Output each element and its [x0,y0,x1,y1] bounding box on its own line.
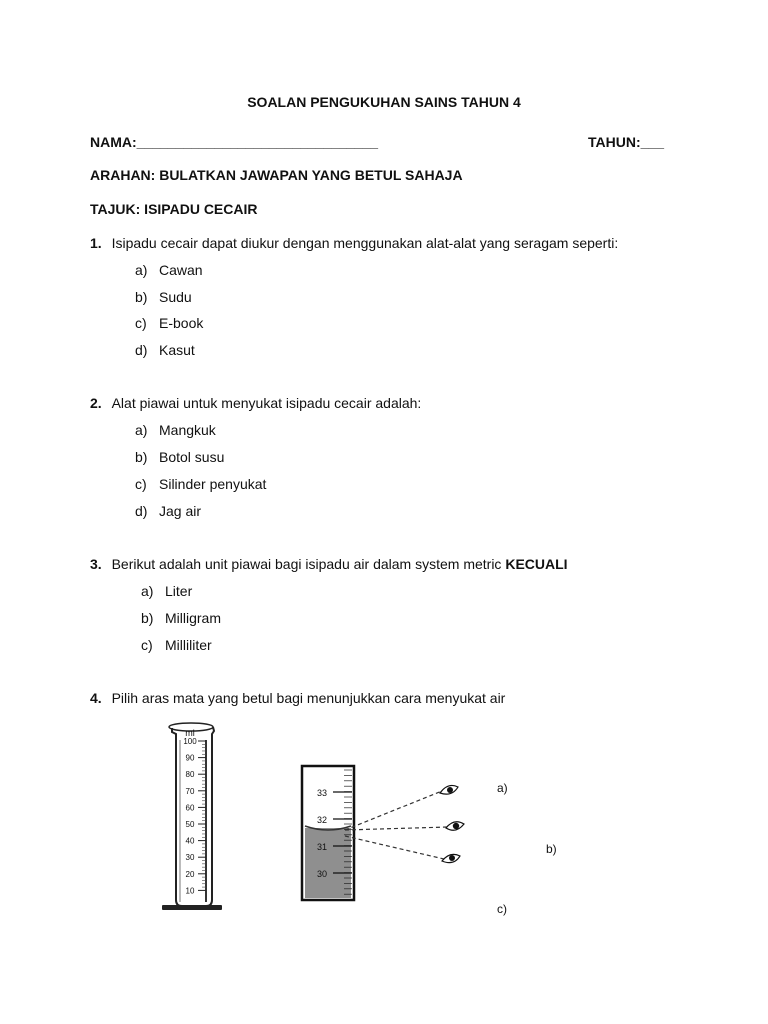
eye-icon [442,854,460,862]
measuring-cylinder [162,723,222,910]
q1-option-d[interactable]: d) Kasut [135,342,195,358]
cylinder-tick-label: 30 [185,853,195,863]
q1-option-c[interactable]: c) E-book [135,315,204,331]
q2-option-b[interactable]: b) Botol susu [135,449,225,465]
question-number: 1. [90,235,102,251]
question-text: Berikut adalah unit piawai bagi isipadu air dalam system metric [111,556,506,572]
tube-tick-label: 30 [316,869,328,879]
q2-option-c[interactable]: c) Silinder penyukat [135,476,267,492]
q2-option-a[interactable]: a) Mangkuk [135,422,216,438]
q1-option-a[interactable]: a) Cawan [135,262,203,278]
answer-label-a[interactable]: a) [497,781,508,795]
cylinder-tick-label: 90 [185,753,195,763]
cylinder-tick-label: 20 [185,869,195,879]
cylinder-tick-label: 10 [185,886,195,896]
q3-option-a[interactable]: a) Liter [141,583,193,599]
q2-option-d[interactable]: d) Jag air [135,503,202,519]
eye-level-lines [345,791,448,859]
question-text: Isipadu cecair dapat diukur dengan menggunakan alat-alat yang seragam seperti: [111,235,619,251]
q1-option-b[interactable]: b) Sudu [135,289,192,305]
question-text: Alat piawai untuk menyukat isipadu cecair adalah: [111,395,422,411]
question-number: 2. [90,395,102,411]
cylinder-tick-label: 60 [185,803,195,813]
question-text: Pilih aras mata yang betul bagi menunjukkan cara menyukat air [111,690,506,706]
page-title: SOALAN PENGUKUHAN SAINS TAHUN 4 [247,94,521,110]
question-number: 4. [90,690,102,706]
q3-option-b[interactable]: b) Milligram [141,610,221,626]
instruction: ARAHAN: BULATKAN JAWAPAN YANG BETUL SAHAJA [90,167,463,183]
tube-tick-label: 33 [316,788,328,798]
eye-icon [446,822,464,831]
cylinder-tick-label: 70 [185,786,195,796]
topic: TAJUK: ISIPADU CECAIR [90,201,258,217]
year-field: TAHUN:___ [588,134,664,150]
cylinder-unit-label: ml [185,728,195,738]
tube-tick-label: 32 [316,815,328,825]
tube-closeup [302,766,354,900]
name-field: NAMA:_______________________________ [90,134,379,150]
cylinder-tick-label: 40 [185,836,195,846]
tube-tick-label: 31 [316,842,328,852]
question-number: 3. [90,556,102,572]
question-emphasis: KECUALI [505,556,568,572]
cylinder-tick-label: 80 [185,770,195,780]
cylinder-tick-label: 100 [183,737,197,746]
cylinder-tick-label: 50 [185,820,195,829]
answer-label-b[interactable]: b) [546,842,557,856]
q3-option-c[interactable]: c) Milliliter [141,637,212,653]
answer-label-c[interactable]: c) [497,902,507,916]
eye-icon [440,785,458,794]
